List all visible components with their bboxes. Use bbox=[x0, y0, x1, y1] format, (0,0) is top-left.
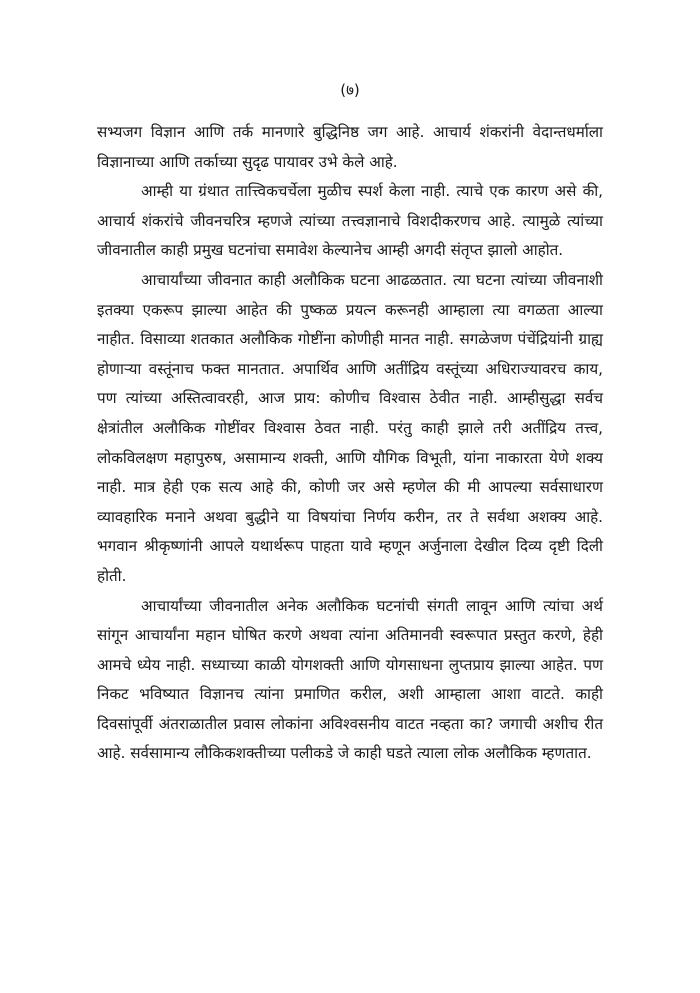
page-number: (७) bbox=[340, 81, 360, 99]
body-text bbox=[97, 118, 603, 769]
paragraph-3: आचार्यांच्या जीवनात काही अलौकिक घटना आढळतात. त्या घटना त्यांच्या जीवनाशी इतक्या एकरूप झाल्या आहेत की पुष्कळ प्रयत्न करूनही आम्हाला त्या वगळता आल्या नाहीत. विसाव्या शतकात अलौकिक गोष्टींना कोणीही मानत नाही. सगळेजण पंचेंद्रियांनी ग्राह्य होणाऱ्या वस्तूंनाच फक्त मानतात. अपार्थिव आणि अतींद्रिय वस्तूंच्या अधिराज्यावरच काय, पण त्यांच्या अस्तित्वावरही, आज प्राय: कोणीच विश्वास ठेवीत नाही. आम्हीसुद्धा सर्वच क्षेत्रांतील अलौकिक गोष्टींवर विश्वास ठेवत नाही. परंतु काही झाले तरी अतींद्रिय तत्त्व, लोकविलक्षण महापुरुष, असामान्य शक्ती, आणि यौगिक विभूती, यांना नाकारता येणे शक्य नाही. मात्र हेही एक सत्य आहे की, कोणी जर असे म्हणेल की मी आपल्या सर्वसाधारण व्यावहारिक मनाने अथवा बुद्धीने या विषयांचा निर्णय करीन, तर ते सर्वथा अशक्य आहे. भगवान श्रीकृष्णांनी आपले यथार्थरूप पाहता यावे म्हणून अर्जुनाला देखील दिव्य दृष्टी दिली होती. bbox=[97, 270, 603, 585]
paragraph-2: आम्ही या ग्रंथात तात्त्विकचर्चेला मुळीच स्पर्श केला नाही. त्याचे एक कारण असे की, आचार्य शंकरांचे जीवनचरित्र म्हणजे त्यांच्या तत्त्वज्ञानाचे विशदीकरणच आहे. त्यामुळे त्यांच्या जीवनातील काही प्रमुख घटनांचा समावेश केल्यानेच आम्ही अगदी संतृप्त झालो आहोत. bbox=[97, 182, 603, 260]
paragraph-4: आचार्यांच्या जीवनातील अनेक अलौकिक घटनांची संगती लावून आणि त्यांचा अर्थ सांगून आचार्यांना महान घोषित करणे अथवा त्यांना अतिमानवी स्वरूपात प्रस्तुत करणे, हेही आमचे ध्येय नाही. सध्याच्या काळी योगशक्ती आणि योगसाधना लुप्तप्राय झाल्या आहेत. पण निकट भविष्यात विज्ञानच त्यांना प्रमाणित करील, अशी आम्हाला आशा वाटते. काही दिवसांपूर्वी अंतराळातील प्रवास लोकांना अविश्वसनीय वाटत नव्हता का? जगाची अशीच रीत आहे. सर्वसामान्य लौकिकशक्तीच्या पलीकडे जे काही घडते त्याला लोक अलौकिक म्हणतात. bbox=[97, 596, 603, 763]
paragraph-1: सभ्यजग विज्ञान आणि तर्क मानणारे बुद्धिनिष्ठ जग आहे. आचार्य शंकरांनी वेदान्तधर्माला विज्ञानाच्या आणि तर्काच्या सुदृढ पायावर उभे केले आहे. bbox=[97, 123, 603, 171]
